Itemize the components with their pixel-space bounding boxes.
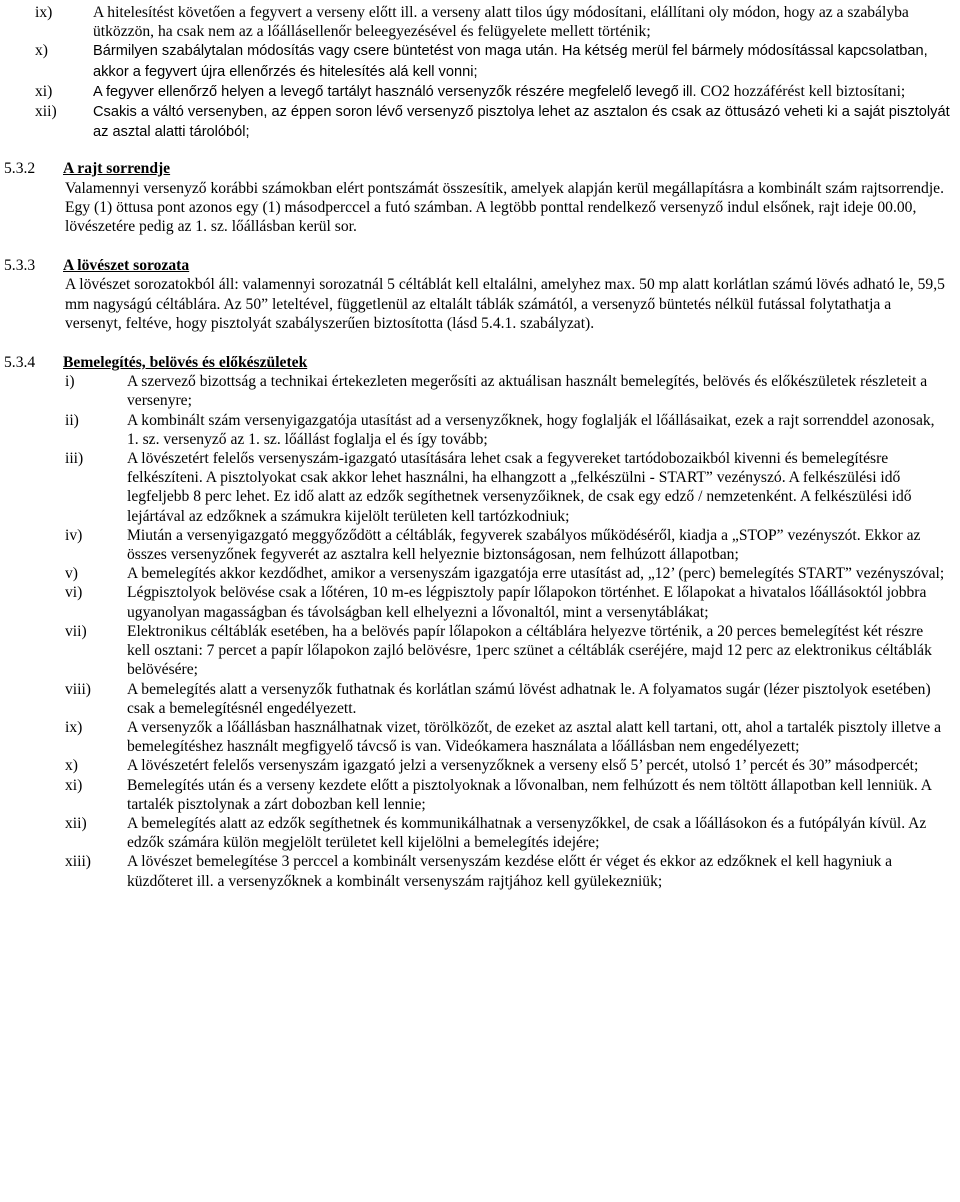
list-item-number: viii) (65, 680, 91, 698)
list-item-number: ii) (65, 411, 79, 429)
list-item-number: ix) (35, 4, 53, 21)
list-item-text-sans: Csakis a váltó versenyben, az éppen soron lévő versenyző pisztolya lehet az asztalon és csak az öttusázó veheti ki a saját pisztolyát az asztal alatti tárolóból; (93, 104, 950, 141)
list-item-text (93, 102, 960, 142)
list-item (0, 82, 960, 102)
section-number: 5.3.2 (4, 160, 36, 178)
section-loveszet-sorozata (0, 256, 960, 333)
list-item-text: A lövészetért felelős versenyszám igazgató jelzi a versenyzőknek a verseny első 5’ percét, utolsó 1’ percét és 30” másodpercét; (127, 757, 919, 775)
list-item-number: xi) (35, 82, 53, 100)
continued-list (0, 0, 960, 142)
list-item-text-sans: A fegyver ellenőrző helyen a levegő tartályt használó versenyzők részére megfelelő levegő ill. (93, 83, 697, 100)
list-item-text: A lövészetért felelős versenyszám-igazgató utasítására lehet csak a fegyvereket tartódobozaikból kivenni és bemelegítésre felkészíteni. A pisztolyokat csak akkor lehet használni, ha elhangzott a „felkészülni - START” vezényszó. A felkészülési idő legfeljebb 8 perc lehet. Ez idő alatt az edzők segíthetnek versenyzőiknek, de csak egy edző / nemzetenként. A felkészülési idő lejártával az edzőknek a számukra kijelölt területen kell tartózkodniuk; (127, 450, 912, 525)
list-item-text: A lövészet bemelegítése 3 perccel a kombinált versenyszám kezdése előtt ér véget és ekkor az edzőknek el kell hagyniuk a küzdőteret ill. a versenyzőknek a kombinált versenyszám rajtjához kell gyülekezniük; (127, 853, 893, 890)
list-item-text: A szervező bizottság a technikai értekezleten megerősíti az aktuálisan használt bemelegítés, belövés és előkészületek részleteit a versenyre; (127, 373, 928, 410)
section-heading (0, 159, 960, 178)
list-item (65, 718, 950, 756)
list-item (65, 622, 950, 680)
list-item-number: ix) (65, 718, 83, 736)
section-heading (0, 256, 960, 275)
list-item-text: Miután a versenyigazgató meggyőződött a céltáblák, fegyverek szabályos működéséről, kiadja a „STOP” vezényszót. Ekkor az összes versenyzőnek fegyverét az asztalra kell helyeznie biztonságosan, nem felhúzott állapotban; (127, 526, 921, 564)
list-item-number: iv) (65, 526, 83, 544)
list-item-number: i) (65, 373, 75, 391)
list-item (0, 3, 960, 41)
section-body: Valamennyi versenyző korábbi számokban elért pontszámát összesítik, amelyek alapján kerül megállapításra a kombinált szám rajtsorrendje. Egy (1) öttusa pont azonos egy (1) másodperccel a futó számban. A legtöbb ponttal rendelkező versenyző indul elsőnek, rajt ideje 00.00, lövészetére pedig az 1. sz. lőállásban kerül sor. (65, 179, 945, 236)
list-item-text: A hitelesítést követően a fegyvert a verseny előtt ill. a verseny alatt tilos úgy módosítani, elállítani oly módon, hogy az a szabályba ütközzön, ha csak nem az a lőállásellenőr beleegyezésével és felügyelete mellett történik; (93, 4, 909, 41)
list-item-text-cont: Ha kétség merül fel bármely módosítással kapcsolatban, akkor a fegyvert újra ellenőrzés és hitelesítés alá kell vonni; (93, 43, 928, 80)
list-item-number: vii) (65, 622, 87, 640)
section-number: 5.3.3 (4, 257, 36, 275)
section-rajt-sorrendje (0, 159, 960, 236)
list-item-number: xi) (65, 776, 83, 794)
list-item (65, 583, 950, 621)
list-item-text: A bemelegítés akkor kezdődhet, amikor a versenyszám igazgatója erre utasítást ad, „12’ (perc) bemelegítés START” vezényszóval; (127, 565, 945, 583)
list-item (65, 564, 950, 583)
section-title: A rajt sorrendje (63, 160, 171, 178)
list-item-number: vi) (65, 584, 83, 602)
list-item-number: xii) (65, 814, 87, 832)
list-item (65, 526, 950, 564)
section-bemelegites (0, 353, 960, 891)
list-item-text: A bemelegítés alatt a versenyzők futhatnak és korlátlan számú lövést adhatnak le. A folyamatos sugár (lézer pisztolyok esetében) csak a bemelegítésnél engedélyezett. (127, 680, 931, 717)
list-item-text: A versenyzők a lőállásban használhatnak vizet, törölközőt, de ezeket az asztal alatt kell tartani, ott, ahol a tartalék pisztoly illetve a bemelegítéshez használt megfigyelő távcső is van. Videókamera használata a lőállásban nem engedélyezett; (127, 718, 942, 756)
list-item (65, 372, 950, 410)
section-title: A lövészet sorozata (63, 257, 190, 275)
section-list (0, 372, 960, 890)
list-item (65, 852, 950, 890)
list-item-text-sans: Bármilyen szabálytalan módosítás vagy csere büntetést von maga után. (93, 43, 558, 60)
list-item (65, 449, 950, 526)
list-item-text (93, 41, 960, 81)
list-item-text: Légpisztolyok belövése csak a lőtéren, 10 m-es légpisztoly papír lőlapokon történhet. E lőlapokat a hivatalos lőállásoktól jobbra ugyanolyan magasságban és távolságban kell elhelyezni a lővonaltól, mint a versenytáblákat; (127, 584, 927, 621)
list-item (65, 680, 950, 718)
list-item-number: x) (35, 42, 48, 60)
list-item-number: x) (65, 757, 78, 775)
section-heading (0, 353, 960, 372)
list-item (0, 41, 960, 81)
list-item-text (93, 82, 960, 102)
list-item-number: iii) (65, 450, 84, 468)
list-item-text-cont: CO2 hozzáférést kell biztosítani; (696, 82, 906, 100)
section-number: 5.3.4 (4, 354, 36, 372)
list-item (65, 411, 950, 449)
list-item (65, 756, 950, 775)
section-title: Bemelegítés, belövés és előkészületek (63, 354, 308, 372)
list-item-text: A kombinált szám versenyigazgatója utasítást ad a versenyzőknek, hogy foglalják el lőállásaikat, ezek a rajt sorrenddel azonosak, 1. sz. versenyző az 1. sz. lőállást foglalja el és így tovább; (127, 411, 935, 448)
list-item (0, 102, 960, 142)
section-body: A lövészet sorozatokból áll: valamennyi sorozatnál 5 céltáblát kell eltalálni, amelyhez max. 50 mp alatt korlátlan számú lövés adható le, 59,5 mm nagyságú céltáblára. Az 50” leteltével, függetlenül az eltalált táblák számától, a versenyző büntetés nélkül futással folytathatja a versenyt, feltéve, hogy pisztolyát szabályszerűen biztosította (lásd 5.4.1. szabályzat). (65, 276, 945, 332)
list-item (65, 814, 950, 852)
list-item-number: xii) (35, 103, 57, 121)
list-item-number: v) (65, 565, 78, 583)
list-item-number: xiii) (65, 853, 91, 871)
list-item-text: Elektronikus céltáblák esetében, ha a belövés papír lőlapokon a céltáblára helyezve történik, a 20 perces bemelegítést két részre kell osztani: 7 percet a papír lőlapokon zajló belövésre, 1perc szünet a céltáblák cseréjére, majd 12 perc az elektronikus céltáblák belövésére; (127, 622, 932, 679)
list-item-text: A bemelegítés alatt az edzők segíthetnek és kommunikálhatnak a versenyzőkkel, de csak a lőállásokon és a futópályán kívül. Az edzők számára külön megjelölt területet kell kijelölni a bemelegítés idejére; (127, 814, 927, 852)
list-item-text: Bemelegítés után és a verseny kezdete előtt a pisztolyoknak a lővonalban, nem felhúzott és nem töltött állapotban kell lenniük. A tartalék pisztolynak a zárt dobozban kell lennie; (127, 776, 932, 813)
list-item (65, 776, 950, 814)
